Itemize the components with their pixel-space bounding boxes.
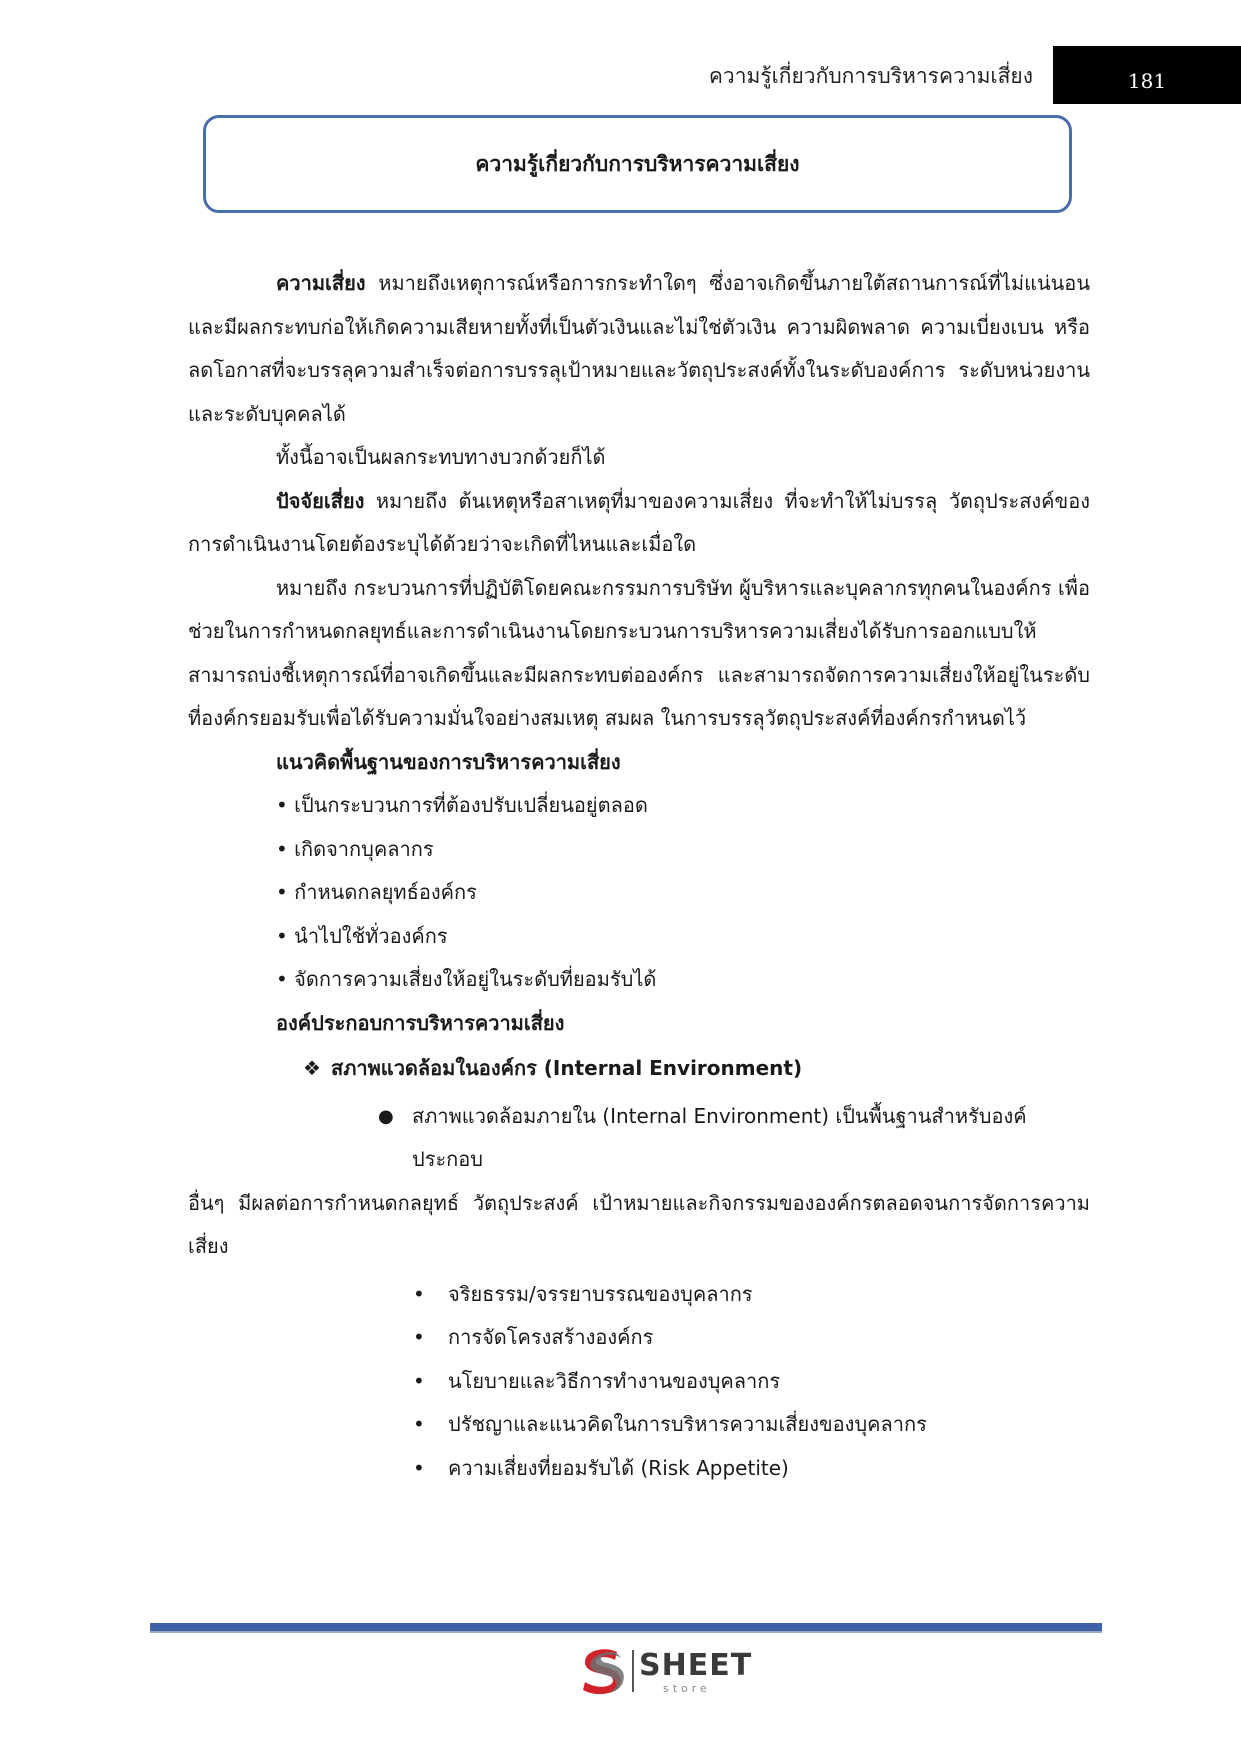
concept-item: • นำไปใช้ทั่วองค์กร (276, 923, 448, 948)
paragraph-risk-management-definition: หมายถึง กระบวนการที่ปฏิบัติโดยคณะกรรมการบริษัท ผู้บริหารและบุคลากรทุกคนในองค์กร เพื่อช่วยในการกำหนดกลยุทธ์และการดำเนินงานโดยกระบวนการบริหารความเสี่ยงได้รับการออกแบบให้สามารถบ่งชี้เหตุการณ์ที่อาจเกิดขึ้นและมีผลกระทบต่อองค์กร และสามารถจัดการความเสี่ยงให้อยู่ในระดับที่องค์กรยอมรับเพื่อได้รับความมั่นใจอย่างสมเหตุ สมผล ในการบรรลุวัตถุประสงค์ที่องค์กรกำหนดไว้ (188, 575, 1090, 730)
page-title: ความรู้เกี่ยวกับการบริหารความเสี่ยง (475, 151, 800, 176)
bullet-icon: • (413, 1281, 425, 1306)
bullet-icon: • (413, 1455, 425, 1480)
list-item-text: การจัดโครงสร้างองค์กร (448, 1325, 654, 1349)
sheet-store-logo (577, 1646, 753, 1696)
bullet-icon: • (413, 1325, 425, 1349)
list-item-text: ปรัชญาและแนวคิดในการบริหารความเสี่ยงของบุคลากร (448, 1412, 927, 1436)
logo-divider (632, 1650, 634, 1692)
page-number-box (1053, 46, 1241, 104)
term-risk-factor: ปัจจัยเสี่ยง (276, 488, 365, 513)
footer-rule (150, 1623, 1102, 1633)
bullet-icon: • (413, 1368, 425, 1393)
diamond-bullet-icon: ❖ (303, 1056, 321, 1080)
list-item (188, 1447, 1090, 1491)
page-number: 181 (1127, 69, 1167, 93)
continuation-paragraph: อื่นๆ มีผลต่อการกำหนดกลยุทธ์ วัตถุประสงค์ เป้าหมายและกิจกรรมขององค์กรตลอดจนการจัดการความเสี่ยง (188, 1190, 1090, 1258)
list-item (188, 1316, 1090, 1360)
concept-item: • กำหนดกลยุทธ์องค์กร (276, 880, 477, 904)
list-item-text: จริยธรรม/จรรยาบรรณของบุคลากร (448, 1281, 753, 1306)
list-item (188, 1360, 1090, 1404)
paragraph-risk-definition (188, 262, 1090, 436)
sheet-store-s-icon (577, 1646, 629, 1696)
list-item-text: นโยบายและวิธีการทำงานของบุคลากร (448, 1368, 781, 1393)
internal-environment-text: สภาพแวดล้อมภายใน (Internal Environment) เป็นพื้นฐานสำหรับองค์ประกอบ (412, 1103, 1027, 1171)
running-header-title: ความรู้เกี่ยวกับการบริหารความเสี่ยง (708, 64, 1033, 88)
internal-environment-point (188, 1095, 1090, 1182)
internal-environment-list (188, 1273, 1090, 1491)
list-item-text: ความเสี่ยงที่ยอมรับได้ (Risk Appetite) (448, 1455, 789, 1480)
paragraph-positive-impact: ทั้งนี้อาจเป็นผลกระทบทางบวกด้วยก็ได้ (276, 445, 606, 469)
concept-item: • เกิดจากบุคลากร (276, 836, 434, 861)
concept-item: • เป็นกระบวนการที่ต้องปรับเปลี่ยนอยู่ตลอด (276, 793, 648, 817)
dot-bullet-icon: ● (378, 1105, 394, 1127)
list-item (188, 1403, 1090, 1447)
logo-subword: store (663, 1682, 711, 1695)
risk-definition-text: หมายถึงเหตุการณ์หรือการกระทำใดๆ ซึ่งอาจเกิดขึ้นภายใต้สถานการณ์ที่ไม่แน่นอน และมีผลกระทบก่อให้เกิดความเสียหายทั้งที่เป็นตัวเงินและไม่ใช่ตัวเงิน ความผิดพลาด ความเบี่ยงเบน หรือลดโอกาสที่จะบรรลุความสำเร็จต่อการบรรลุเป้าหมายและวัตถุประสงค์ทั้งในระดับองค์การ ระดับหน่วยงานและระดับบุคคลได้ (188, 271, 1090, 426)
title-box (203, 115, 1072, 213)
subheading-text: สภาพแวดล้อมในองค์กร (Internal Environment) (331, 1056, 803, 1080)
document-body (188, 262, 1090, 1490)
concept-item: • จัดการความเสี่ยงให้อยู่ในระดับที่ยอมรับได้ (276, 967, 657, 991)
risk-factor-text: หมายถึง ต้นเหตุหรือสาเหตุที่มาของความเสี่ยง ที่จะทำให้ไม่บรรลุ วัตถุประสงค์ของการดำเนินงานโดยต้องระบุได้ด้วยว่าจะเกิดที่ไหนและเมื่อใด (188, 488, 1090, 556)
term-risk: ความเสี่ยง (276, 271, 366, 295)
list-item (188, 1273, 1090, 1317)
internal-environment-subheading (188, 1047, 1090, 1091)
logo-word: SHEET (639, 1648, 753, 1683)
bullet-icon: • (413, 1412, 425, 1436)
paragraph-risk-factor (188, 480, 1090, 567)
components-heading: องค์ประกอบการบริหารความเสี่ยง (276, 1010, 565, 1035)
concept-heading: แนวคิดพื้นฐานของการบริหารความเสี่ยง (276, 749, 621, 774)
